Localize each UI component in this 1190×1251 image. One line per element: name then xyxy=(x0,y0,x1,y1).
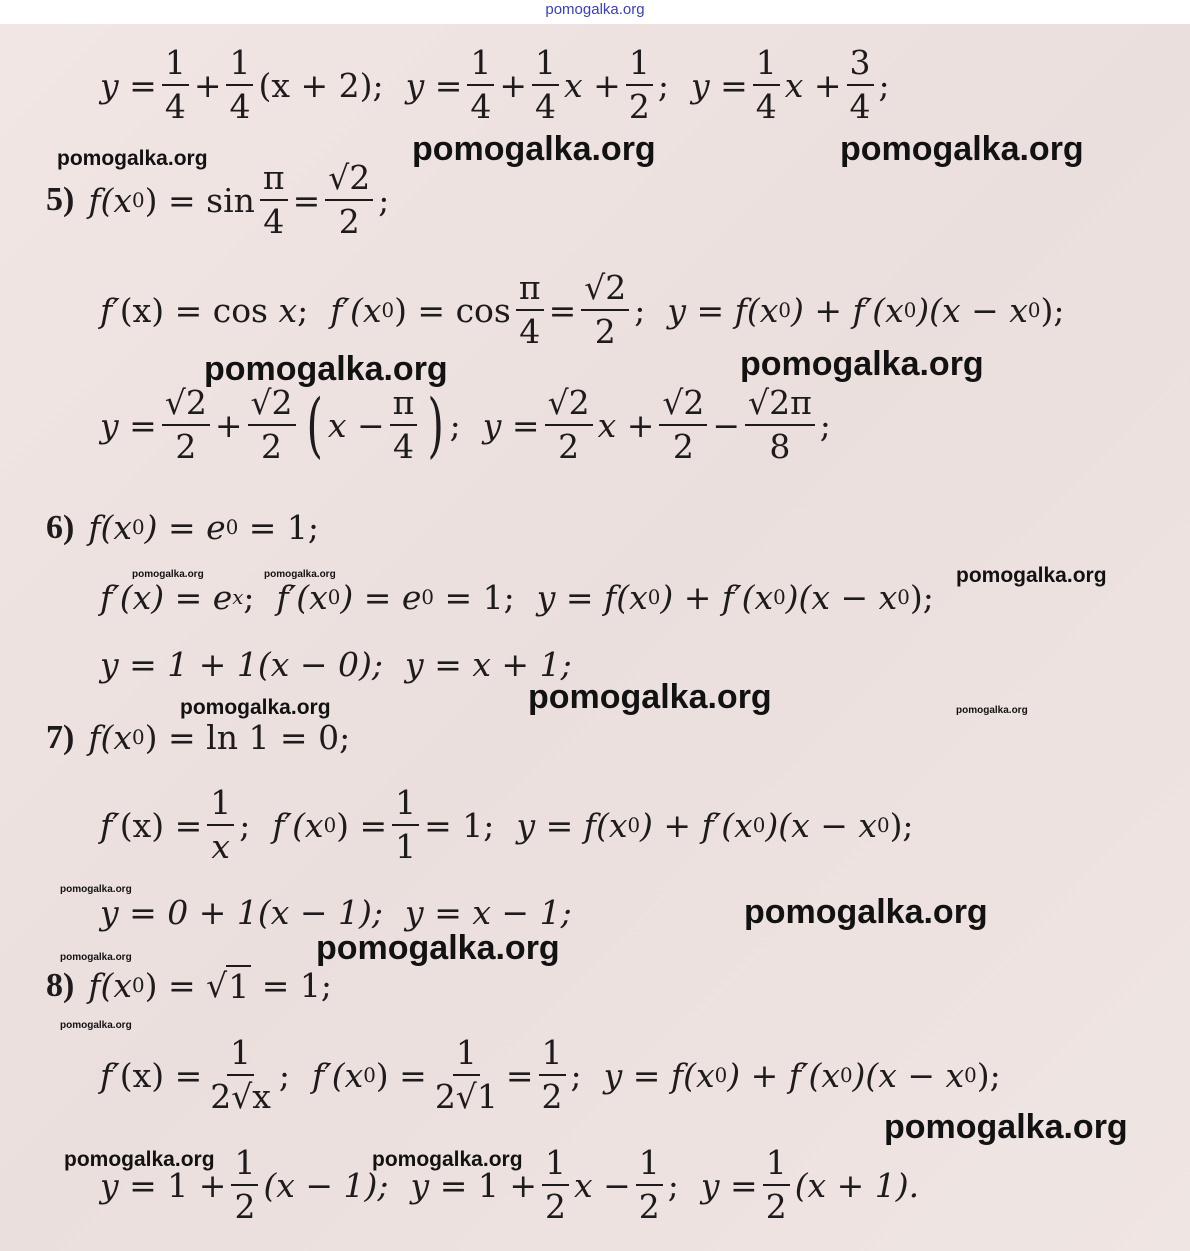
equation-line-7c: y = 0 + 1(x − 1); y = x − 1; xyxy=(100,893,572,932)
watermark: pomogalka.org xyxy=(264,569,336,580)
watermark: pomogalka.org xyxy=(60,884,132,895)
watermark: pomogalka.org xyxy=(744,893,988,931)
equation-line-1: y = $\frac{1}{4}$ + $\frac{1}{4}$ (x + 2); y = $\frac{1}{4}$ + $\frac{1}{4}$ x + $\frac{1}{2}$ ; y = $\frac{1}{4}$ x + $\frac{3}{4}$ ; xyxy=(100,43,890,127)
watermark: pomogalka.org xyxy=(956,564,1107,587)
equation-line-6c: y = 1 + 1(x − 0); y = x + 1; xyxy=(100,645,572,684)
site-link[interactable]: pomogalka.org xyxy=(545,1,645,18)
equation-line-6b: f′ (x) = e x ; f′ (x 0 ) = e 0 = 1; y = f (x 0 ) + f′ (x 0 )(x − x 0 ); xyxy=(100,578,934,617)
watermark: pomogalka.org xyxy=(372,1148,523,1171)
equation-line-7b: f′ (x) = $\frac{1}{x}$ ; f′ (x 0 ) = $\frac{1}{1}$ = 1; y = f (x 0 ) + f′ (x 0 )(x − x 0 ); xyxy=(100,783,914,867)
equation-line-5c: y = $\frac{√2}{2}$ + $\frac{√2}{2}$ ( x − $\frac{\pi}{4}$ ) ; y = $\frac{√2}{2}$ x + $\frac{√2}{2}$ − $\frac{√2\pi}{8}$ ; xyxy=(100,383,831,467)
watermark: pomogalka.org xyxy=(316,929,560,967)
top-bar xyxy=(0,0,1190,24)
watermark: pomogalka.org xyxy=(204,350,448,388)
watermark: pomogalka.org xyxy=(60,952,132,963)
equation-line-8a: 8) f (x 0 ) = √ 1 = 1; xyxy=(46,966,332,1006)
watermark: pomogalka.org xyxy=(57,147,208,170)
watermark: pomogalka.org xyxy=(956,705,1028,716)
equation-line-5a: 5) f (x 0 ) = sin $\frac{\pi}{4}$ = $\frac{√2}{2}$ ; xyxy=(46,158,390,242)
equation-line-8b: f′ (x) = $\frac{1}{2√x}$ ; f′ (x 0 ) = $\frac{1}{2√1}$ = $\frac{1}{2}$ ; y = f (x 0 ) + f′ (x 0 )(x − x 0 ); xyxy=(100,1033,1001,1117)
equation-line-8c: y = 1 + $\frac{1}{2}$ (x − 1); y = 1 + $\frac{1}{2}$ x − $\frac{1}{2}$ ; y = $\frac{1}{2}$ (x + 1). xyxy=(100,1143,920,1227)
watermark: pomogalka.org xyxy=(60,1020,132,1031)
watermark: pomogalka.org xyxy=(132,569,204,580)
watermark: pomogalka.org xyxy=(840,130,1084,168)
watermark: pomogalka.org xyxy=(180,696,331,719)
equation-line-6a: 6) f (x 0 ) = e 0 = 1; xyxy=(46,508,320,547)
watermark: pomogalka.org xyxy=(884,1108,1128,1146)
watermark: pomogalka.org xyxy=(528,678,772,716)
watermark: pomogalka.org xyxy=(412,130,656,168)
watermark: pomogalka.org xyxy=(64,1148,215,1171)
watermark: pomogalka.org xyxy=(740,345,984,383)
equation-line-7a: 7) f (x 0 ) = ln 1 = 0; xyxy=(46,718,351,757)
equation-line-5b: f′ (x) = cos x ; f′ (x 0 ) = cos $\frac{\pi}{4}$ = $\frac{√2}{2}$ ; y = f (x 0 ) + f′ (x 0 )(x − x 0 ); xyxy=(100,268,1065,352)
